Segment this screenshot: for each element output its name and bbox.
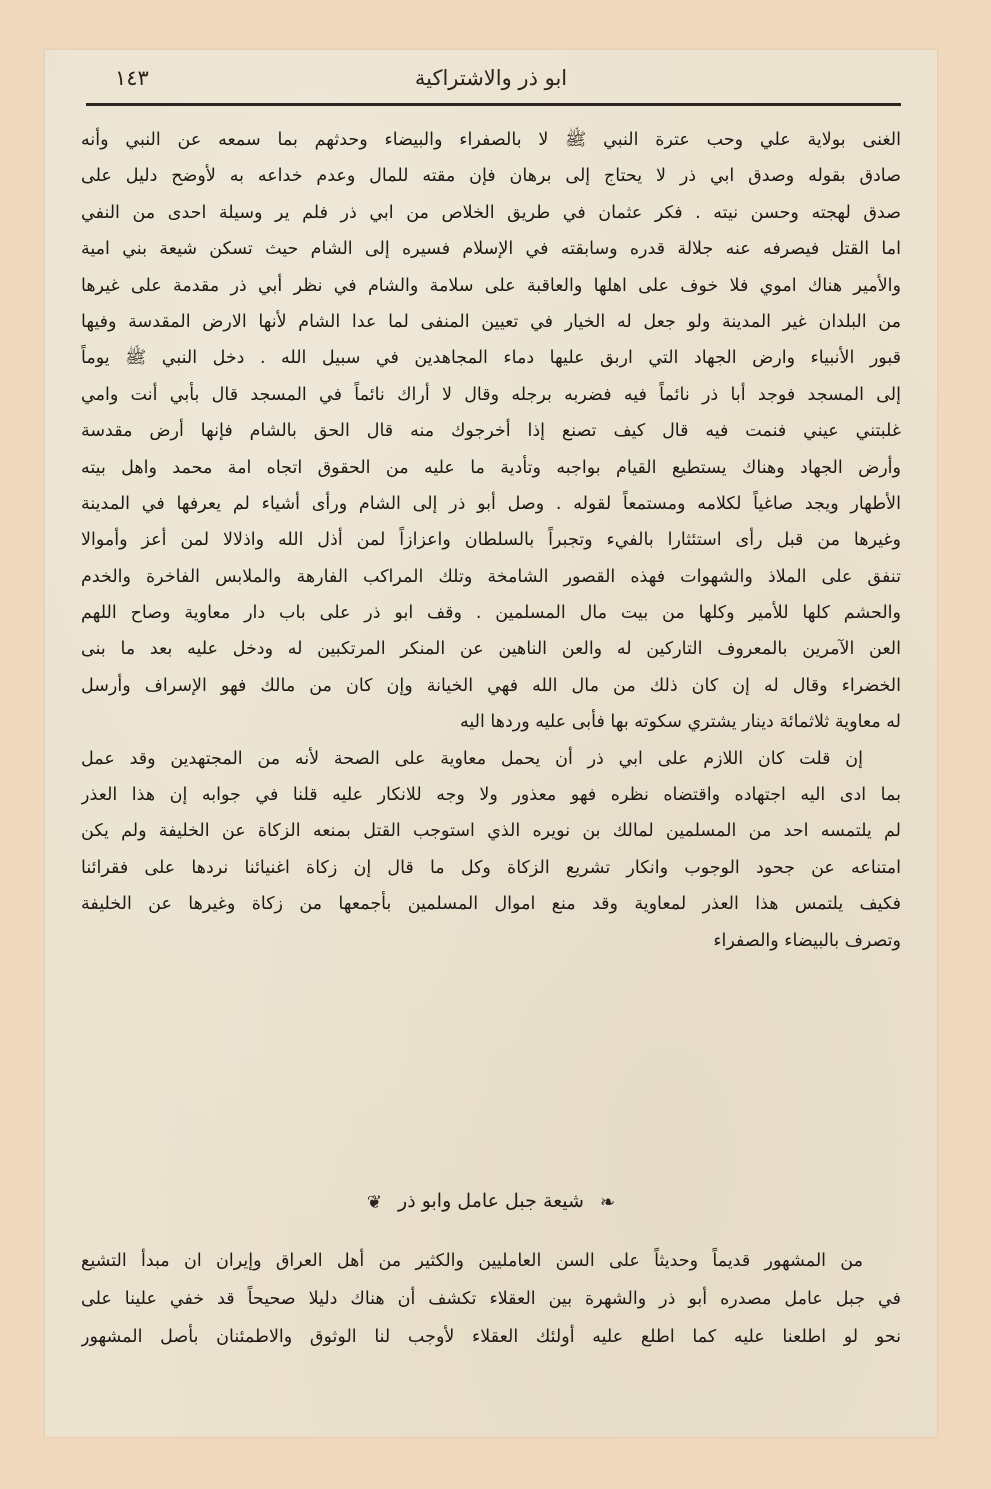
text-line: إن قلت كان اللازم على ابي ذر أن يحمل معاوية على الصحة لأنه من المجتهدين وقد عمل xyxy=(81,748,863,769)
text-line: تنفق على الملاذ والشهوات فهذه القصور الشامخة وتلك المراكب الفارهة والملابس الفاخرة والخدم xyxy=(81,566,901,587)
section-heading xyxy=(45,1190,937,1213)
running-header xyxy=(85,60,897,100)
floral-ornament-icon: ❧ xyxy=(600,1191,616,1213)
text-line: والأمير هناك اموي فلا خوف على اهلها والعاقبة على سلامة والشام في نظر أبي ذر مقدمة على غيرها xyxy=(81,275,901,296)
text-line: وأرض الجهاد وهناك يستطيع القيام بواجبه وتأدية ما عليه من الحقوق اتجاه امة محمد واهل بيته xyxy=(81,457,901,478)
text-line: العن الآمرين بالمعروف التاركين له والعن الناهين عن المنكر المرتكبين له ودخل عليه بعد ما بنى xyxy=(81,639,901,660)
text-line: نحو لو اطلعنا عليه كما اطلع عليه أولئك العقلاء لأوجب لنا الوثوق والاطمئنان بأصل المشهور xyxy=(81,1327,901,1347)
text-line: صدق لهجته وحسن نيته . فكر عثمان في طريق الخلاص من ابي ذر فلم ير وسيلة احدى من النفي xyxy=(81,202,901,223)
text-line: فكيف يلتمس هذا العذر لمعاوية وقد منع اموال المسلمين بأجمعها من زكاة وغيرها عن الخليفة xyxy=(81,894,901,915)
text-line: الأطهار ويجد صاغياً لكلامه ومستمعاً لقوله . وصل أبو ذر إلى الشام ورأى أشياء لم يعرفها في المدينة xyxy=(81,493,901,514)
text-line: بما ادى اليه اجتهاده واقتضاه نظره فهو معذور ولا وجه للانكار عليه قلنا في جوابه إن هذا العذر xyxy=(81,785,901,806)
text-line: من البلدان غير المدينة ولو جعل له الخيار في تعيين المنفى لما عدا الشام لأنها الارض المقدسة وفيها xyxy=(81,311,901,332)
text-line: اما القتل فيصرفه عنه جلالة قدره وسابقته في الإسلام فسيره إلى الشام حيث تسكن شيعة بني امية xyxy=(81,239,901,260)
running-title: ابو ذر والاشتراكية xyxy=(414,66,568,90)
text-line: لم يلتمسه احد من المسلمين لمالك بن نويره الذي استوجب القتل بمنعه الزكاة عن الخليفة ولم يكن xyxy=(81,821,901,842)
text-line: الخضراء وقال له إن كان ذلك من مال الله فهي الخيانة وإن كان من مالك فهو الإسراف وأرسل xyxy=(81,675,901,696)
text-line: له معاوية ثلاثمائة دينار يشتري سكوته بها فأبى عليه وردها اليه xyxy=(460,712,901,733)
section-text-block xyxy=(81,1242,901,1356)
text-line: امتناعه عن جحود الوجوب وانكار تشريع الزكاة وكل ما قال إن زكاة اغنيائنا نردها على فقرائنا xyxy=(81,857,901,878)
floral-ornament-icon: ❦ xyxy=(366,1191,382,1213)
text-line: وتصرف بالبيضاء والصفراء xyxy=(713,930,901,951)
text-line: إلى المسجد فوجد أبا ذر نائماً فيه فضربه برجله وقال لا أراك نائماً في المسجد قال بأبي أنت وامي xyxy=(81,384,901,405)
page-number: ١٤٣ xyxy=(115,66,149,90)
text-line: في جبل عامل مصدره أبو ذر والشهرة بين العقلاء تكشف أن هناك دليلا صحيحاً قد خفي علينا على xyxy=(81,1289,901,1309)
text-line: من المشهور قديماً وحديثاً على السن العامليين والكثير من أهل العراق وإيران ان مبدأ التشيع xyxy=(81,1251,863,1271)
text-line: وغيرها من قبل رأى استئثارا بالفيء وتجبراً بالسلطان واعزازاً لمن أذل الله واذلالا لمن أعز وأموالا xyxy=(81,530,901,551)
text-line: صادق بقوله وصدق ابي ذر لا يحتاج إلى برهان فإن مقته للمال وعدم خداعه به لأوضح دليل على xyxy=(81,166,901,187)
text-line: غلبتني عيني فنمت فيه قال كيف تصنع إذا أخرجوك منه قال الحق بالشام فإنها أرض مقدسة xyxy=(81,421,901,442)
main-text-block xyxy=(81,122,901,959)
text-line: والحشم كلها للأمير وكلها من بيت مال المسلمين . وقف ابو ذر على باب دار معاوية وصاح اللهم xyxy=(81,603,901,624)
scanned-book-page xyxy=(45,50,937,1437)
header-rule xyxy=(86,103,901,106)
section-heading-title: شيعة جبل عامل وابو ذر xyxy=(398,1190,584,1212)
text-line: الغنى بولاية علي وحب عترة النبي ﷺ لا بالصفراء والبيضاء وحدثهم بما سمعه عن النبي وأنه xyxy=(81,130,901,150)
text-line: قبور الأنبياء وارض الجهاد التي اربق عليها دماء المجاهدين في سبيل الله . دخل النبي ﷺ يوماً xyxy=(81,348,901,369)
